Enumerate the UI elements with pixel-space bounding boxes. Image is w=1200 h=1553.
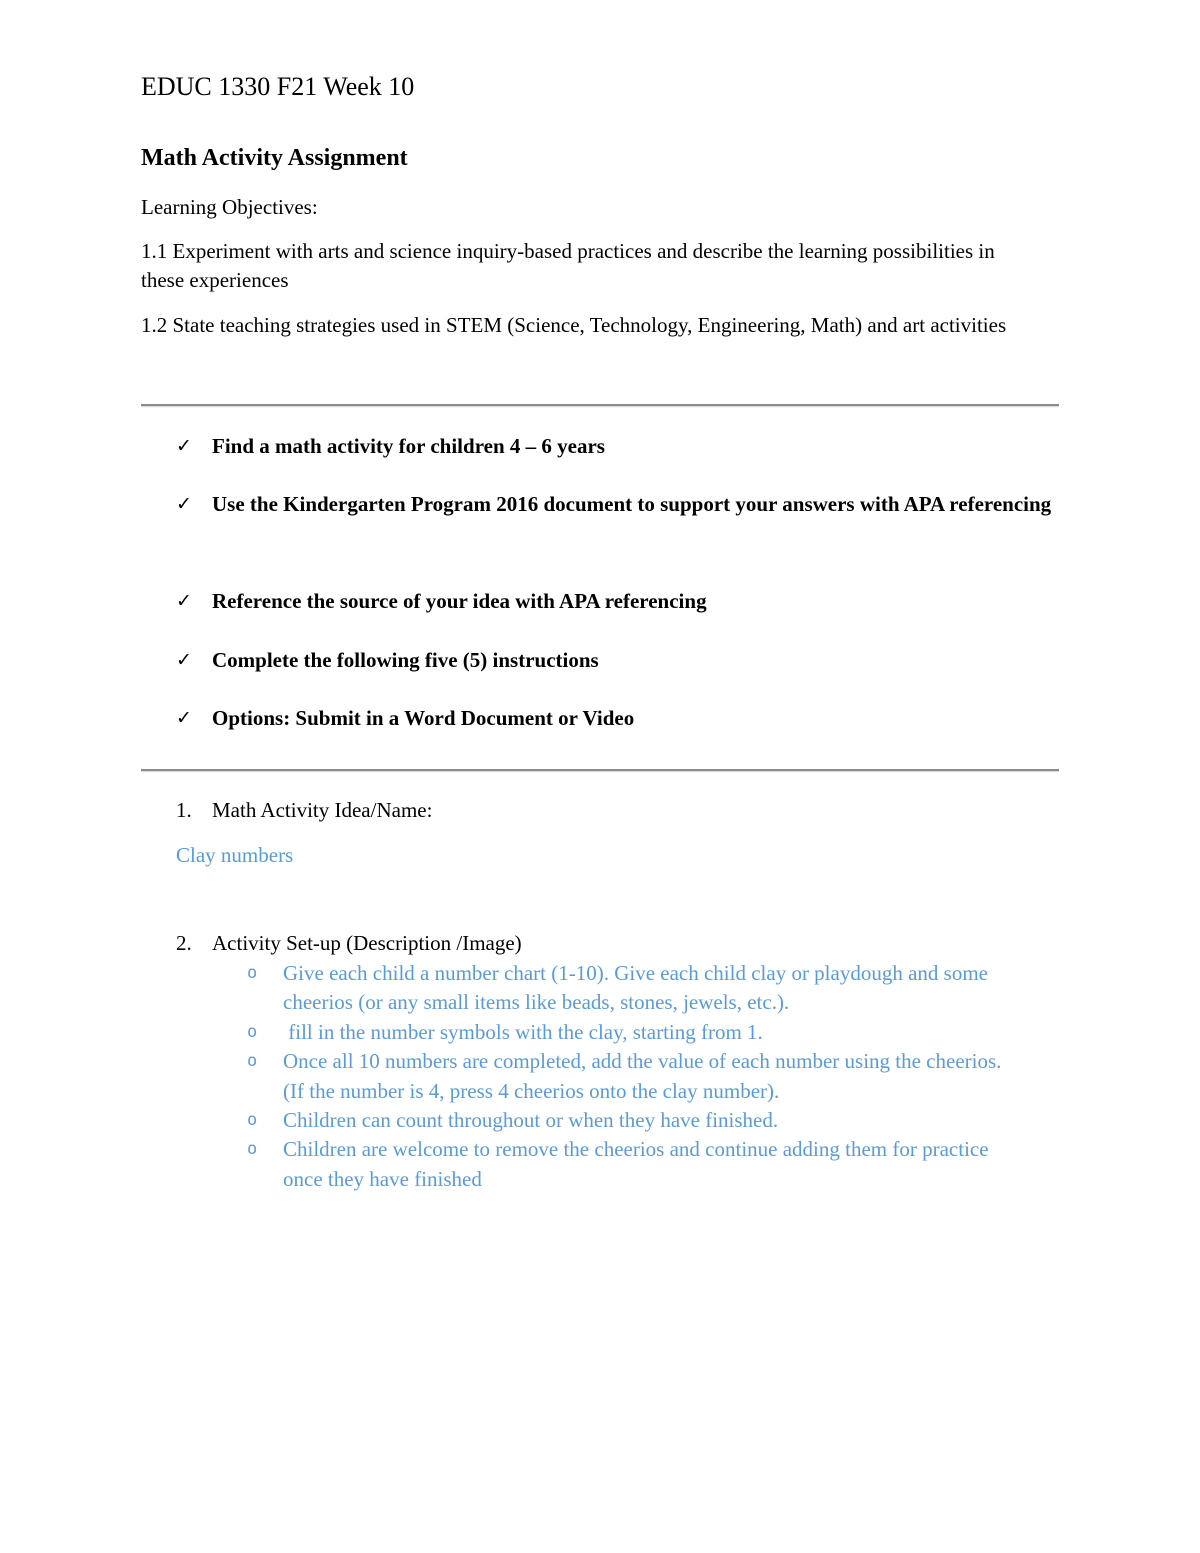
learning-objective-1: 1.1 Experiment with arts and science inquiry-based practices and describe the learning possibilities in these experiences: [141, 239, 995, 292]
section-number: 2.: [176, 931, 192, 955]
activity-name-answer: Clay numbers: [176, 843, 294, 867]
learning-objectives-label: Learning Objectives:: [141, 195, 318, 219]
list-item-text: Children are welcome to remove the cheerios and continue adding them for practice once they have finished: [283, 1137, 989, 1191]
list-item-text: Children can count throughout or when they have finished.: [283, 1108, 779, 1133]
checklist-item-text: Find a math activity for children 4 – 6 years: [212, 434, 605, 458]
activity-setup-list: [247, 959, 1027, 1194]
list-item-text: fill in the number symbols with the clay, starting from 1.: [283, 1019, 763, 1044]
list-item-text: Give each child a number chart (1-10). Give each child clay or playdough and some cheerios (or any small items like beads, stones, jewels, etc.).: [283, 961, 988, 1015]
checklist-item-text: Reference the source of your idea with APA referencing: [212, 589, 707, 613]
hollow-bullet-icon: o: [247, 1110, 258, 1131]
checklist-item-text: Complete the following five (5) instructions: [212, 648, 599, 672]
list-item: [247, 959, 1027, 1018]
course-title: EDUC 1330 F21 Week 10: [141, 72, 415, 101]
list-item-text: Once all 10 numbers are completed, add the value of each number using the cheerios. (If the number is 4, press 4 cheerios onto the clay number).: [283, 1049, 1002, 1103]
section-number: 1.: [176, 798, 192, 822]
checkmark-icon: ✓: [176, 707, 192, 729]
checkmark-icon: ✓: [176, 590, 192, 612]
list-item: [247, 1047, 1027, 1106]
list-item: [247, 1135, 1027, 1194]
list-item: [247, 1018, 1027, 1047]
section-heading-text: Math Activity Idea/Name:: [212, 798, 433, 822]
assignment-title: Math Activity Assignment: [141, 145, 408, 171]
checklist-item-text: Options: Submit in a Word Document or Video: [212, 706, 635, 730]
horizontal-divider-bottom: [141, 769, 1059, 771]
checkmark-icon: ✓: [176, 493, 192, 515]
hollow-bullet-icon: o: [247, 1051, 258, 1072]
list-item: [247, 1106, 1027, 1135]
horizontal-divider-top: [141, 404, 1059, 406]
hollow-bullet-icon: o: [247, 1139, 258, 1160]
checkmark-icon: ✓: [176, 649, 192, 671]
checklist-item-text: Use the Kindergarten Program 2016 document to support your answers with APA referencing: [212, 492, 1052, 516]
hollow-bullet-icon: o: [247, 1021, 258, 1042]
learning-objective-2: 1.2 State teaching strategies used in STEM (Science, Technology, Engineering, Math) and art activities: [141, 313, 1007, 337]
section-heading-text: Activity Set-up (Description /Image): [212, 931, 522, 955]
hollow-bullet-icon: o: [247, 963, 258, 983]
checkmark-icon: ✓: [176, 435, 192, 457]
